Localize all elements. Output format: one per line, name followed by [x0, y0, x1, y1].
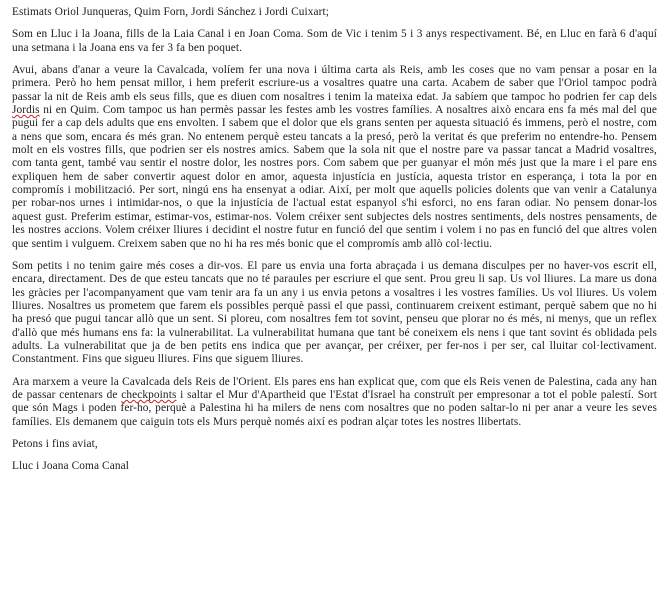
paragraph-cavalcada	[12, 376, 657, 429]
spellcheck-word-checkpoints: checkpoints	[121, 388, 177, 401]
signature-text: Lluc i Joana Coma Canal	[12, 460, 129, 473]
paragraph-signature	[12, 460, 657, 473]
paragraph-closing	[12, 438, 657, 451]
paragraph-salutation	[12, 6, 657, 19]
paragraph-family-message	[12, 260, 657, 367]
closing-text: Petons i fins aviat,	[12, 437, 98, 450]
salutation-text: Estimats Oriol Junqueras, Quim Forn, Jordi Sánchez i Jordi Cuixart;	[12, 6, 330, 18]
paragraph-introduction	[12, 28, 657, 55]
paragraph-main-body	[12, 64, 657, 251]
paragraph-4-text-part-2: i saltar el Mur d'Apartheid que l'Estat d'Israel ha construït per empresonar a tot el poble palestí. Sort que són Mags i poden fer-ho, perquè a Palestina hi ha milers de nens com nosaltres que no poden saltar-lo ni per anar a veure les seves famílies. Els demanem que caiguin tots els Murs perquè només així es podran alçar totes les nostres llibertats.	[12, 388, 657, 428]
spellcheck-word-jordis: Jordis	[12, 104, 40, 117]
paragraph-1-text: Som en Lluc i la Joana, fills de la Laia Canal i en Joan Coma. Som de Vic i tenim 5 i 3 anys respectivament. Bé, en Lluc en farà 6 d'aquí una setmana i la Joana ens va fer 3 fa ben poquet.	[12, 28, 657, 54]
paragraph-2-text-part-1: Avui, abans d'anar a veure la Cavalcada, volíem fer una nova i última carta als Reis, amb les coses que no vam pensar a posar en la primera. Però ho hem pensat millor, i hem preferit escriure-us a vosaltres quatre una carta. Acabem de saber que l'Oriol tampoc podrà passar la nit de Reis amb els seus fills, que es diuen com nosaltres i tenim la mateixa edat. Ja sabíem que tampoc ho podrien fer cap dels	[12, 64, 657, 103]
paragraph-4-text-part-1: Ara marxem a veure la Cavalcada dels Reis de l'Orient. Els pares ens han explicat que, com que els Reis venen de Palestina, cada any han de passar centenars de	[12, 375, 657, 401]
paragraph-2-text-part-2: ni en Quim. Com tampoc us han permès passar les festes amb les vostres famílies. A nosaltres això encara ens fa més mal del que pugui fer a cap dels adults que ens envolten. I sabem que el dolor que els grans senten per aquesta situació és immens, però el nostre, com a nens que som, encara és més gran. No entenem perquè esteu tancats a la presó, però la veritat és que preferim no entendre-ho. Pensem molt en els vostres fills, que podrien ser els nostres amics. Sabem que la sola nit que el nostre pare va passar tancat a Madrid vosaltres, com tanta gent, també vau sentir el nostre dolor, les nostres pors. Com sabem que per guanyar el món més just que la mare i el pare ens expliquen hem de saber convertir aquest dolor en amor, aquesta injustícia en justícia, aquesta tristor en esperança, i tota la por en compromís i mobilització. Per sort, ningú ens ha ensenyat a odiar. Així, per molt que aquells policies dolents que van venir a Catalunya per robar-nos urnes i intimidar-nos, o que la injustícia de l'actual estat espanyol s'hi esforci, no ens faran odiar. No pensem donar-los aquest gust. Preferim estimar, estimar-vos, estimar-nos. Volem créixer sent subjectes dels nostres sentiments, dels nostres pensaments, de les nostres accions. Volem créixer lliures i decidint el nostre futur en funció del que sentim i volem i no pas en funció del que altres volen que sentim i vulguem. Creixem saben que no hi ha res més bonic que el compromís amb allò col·lectiu.	[12, 104, 657, 250]
paragraph-3-text: Som petits i no tenim gaire més coses a dir-vos. El pare us envia una forta abraçada i us demana disculpes per no haver-vos escrit ell, encara, directament. Des de que esteu tancats que no té paraules per escriure el que sent. Prou greu li sap. Us vol lliures. La mare us dona les gràcies per l'acompanyament que vam tenir ara fa un any i us envia petons a vosaltres i les vostres famílies. Us vol lliures. Us volem lliures. Nosaltres us prometem que farem els possibles perquè passi el que passi, continuarem creixent estimant, perquè sabem que no hi ha presó que pugui tancar allò que un sent. Si ploreu, com nosaltres fem tot sovint, penseu que plorar no és més, ni menys, que un reflex d'allò que més humans ens fa: la vulnerabilitat. La vulnerabilitat humana que tant bé coneixem els nens i que tant sovint és oblidada pels adults. La vulnerabilitat que ja de ben petits ens indica que per avançar, per créixer, per fer-nos i per ser, cal lluitar col·lectivament. Constantment. Fins que sigueu lliures. Fins que siguem lliures.	[12, 259, 657, 366]
